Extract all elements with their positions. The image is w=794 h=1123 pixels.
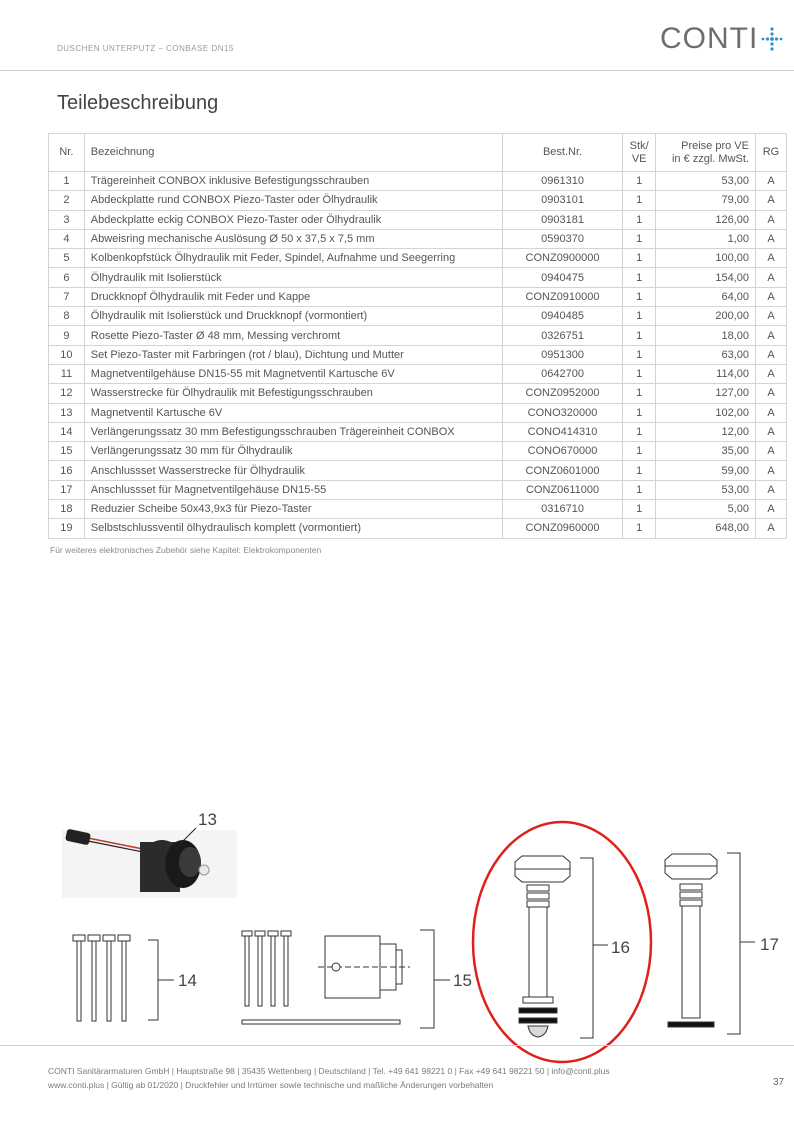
cell-stk: 1	[623, 384, 656, 403]
cell-nr: 9	[49, 326, 85, 345]
cell-nr: 7	[49, 287, 85, 306]
cell-stk: 1	[623, 500, 656, 519]
connection-set-water-line-illustration	[515, 856, 570, 1037]
page-number: 37	[773, 1077, 785, 1088]
cell-best-nr: 0940475	[502, 268, 622, 287]
cell-stk: 1	[623, 191, 656, 210]
cell-preis: 5,00	[656, 500, 756, 519]
table-row	[49, 422, 787, 441]
cell-best-nr: 0940485	[502, 307, 622, 326]
cell-rg: A	[755, 249, 786, 268]
cell-preis: 53,00	[656, 480, 756, 499]
cell-nr: 10	[49, 345, 85, 364]
cell-rg: A	[755, 210, 786, 229]
magnet-valve-cartridge-illustration	[62, 828, 237, 898]
cell-preis: 64,00	[656, 287, 756, 306]
cell-bezeichnung: Anschlussset für Magnetventilgehäuse DN15-55	[84, 480, 502, 499]
running-head: DUSCHEN UNTERPUTZ – CONBASE DN15	[57, 44, 234, 53]
cell-nr: 2	[49, 191, 85, 210]
parts-illustrations	[0, 780, 794, 1080]
cell-rg: A	[755, 384, 786, 403]
cell-rg: A	[755, 500, 786, 519]
cell-best-nr: CONZ0900000	[502, 249, 622, 268]
cell-bezeichnung: Abweisring mechanische Auslösung Ø 50 x 37,5 x 7,5 mm	[84, 229, 502, 248]
cell-stk: 1	[623, 268, 656, 287]
footer-validity-line: www.conti.plus | Gültig ab 01/2020 | Druckfehler und Irrtümer sowie technische und maßliche Änderungen vorbehalten	[48, 1080, 494, 1090]
header-bezeichnung: Bezeichnung	[84, 134, 502, 172]
callout-14-text: 14	[178, 971, 197, 990]
cell-stk: 1	[623, 326, 656, 345]
cell-nr: 11	[49, 364, 85, 383]
cell-stk: 1	[623, 287, 656, 306]
cell-preis: 59,00	[656, 461, 756, 480]
cell-preis: 18,00	[656, 326, 756, 345]
callout-13-text: 13	[198, 810, 217, 829]
cell-bezeichnung: Abdeckplatte rund CONBOX Piezo-Taster oder Ölhydraulik	[84, 191, 502, 210]
section-title: Teilebeschreibung	[57, 92, 219, 114]
cell-best-nr: CONZ0910000	[502, 287, 622, 306]
cell-rg: A	[755, 345, 786, 364]
cell-rg: A	[755, 403, 786, 422]
cell-best-nr: 0951300	[502, 345, 622, 364]
cell-stk: 1	[623, 307, 656, 326]
cell-best-nr: CONZ0960000	[502, 519, 622, 538]
table-row	[49, 191, 787, 210]
cell-bezeichnung: Kolbenkopfstück Ölhydraulik mit Feder, Spindel, Aufnahme und Seegerring	[84, 249, 502, 268]
cell-rg: A	[755, 287, 786, 306]
table-row	[49, 500, 787, 519]
callout-15-text: 15	[453, 971, 472, 990]
callout-16-text: 16	[611, 938, 630, 957]
cell-rg: A	[755, 519, 786, 538]
cell-preis: 154,00	[656, 268, 756, 287]
cell-best-nr: 0961310	[502, 172, 622, 191]
parts-table	[48, 133, 787, 539]
cell-bezeichnung: Verlängerungssatz 30 mm für Ölhydraulik	[84, 442, 502, 461]
table-row	[49, 480, 787, 499]
cell-nr: 17	[49, 480, 85, 499]
cell-nr: 14	[49, 422, 85, 441]
header-best-nr: Best.Nr.	[502, 134, 622, 172]
cell-nr: 13	[49, 403, 85, 422]
cell-bezeichnung: Wasserstrecke für Ölhydraulik mit Befestigungsschrauben	[84, 384, 502, 403]
cell-nr: 1	[49, 172, 85, 191]
cell-rg: A	[755, 422, 786, 441]
cell-bezeichnung: Ölhydraulik mit Isolierstück und Druckknopf (vormontiert)	[84, 307, 502, 326]
table-row	[49, 345, 787, 364]
cell-best-nr: CONZ0952000	[502, 384, 622, 403]
table-row	[49, 364, 787, 383]
cell-rg: A	[755, 229, 786, 248]
cell-preis: 35,00	[656, 442, 756, 461]
table-row	[49, 461, 787, 480]
header-stk-line1: Stk/	[629, 139, 649, 152]
table-row	[49, 442, 787, 461]
cell-bezeichnung: Abdeckplatte eckig CONBOX Piezo-Taster oder Ölhydraulik	[84, 210, 502, 229]
header-stk-line2: VE	[631, 152, 647, 165]
cell-nr: 12	[49, 384, 85, 403]
cell-bezeichnung: Set Piezo-Taster mit Farbringen (rot / blau), Dichtung und Mutter	[84, 345, 502, 364]
cell-best-nr: CONZ0601000	[502, 461, 622, 480]
footer-company-line: CONTI Sanitärarmaturen GmbH | Hauptstraße 98 | 35435 Wettenberg | Deutschland | Tel. +49 641 98221 0 | Fax +49 641 98221 50 | info@conti.plus	[48, 1066, 610, 1076]
cell-bezeichnung: Verlängerungssatz 30 mm Befestigungsschrauben Trägereinheit CONBOX	[84, 422, 502, 441]
table-row	[49, 403, 787, 422]
cell-best-nr: 0590370	[502, 229, 622, 248]
cell-preis: 12,00	[656, 422, 756, 441]
cell-preis: 126,00	[656, 210, 756, 229]
cell-bezeichnung: Druckknopf Ölhydraulik mit Feder und Kappe	[84, 287, 502, 306]
cell-stk: 1	[623, 249, 656, 268]
cell-rg: A	[755, 172, 786, 191]
cell-nr: 16	[49, 461, 85, 480]
header-divider	[0, 70, 794, 71]
cell-stk: 1	[623, 364, 656, 383]
cell-bezeichnung: Selbstschlussventil ölhydraulisch komplett (vormontiert)	[84, 519, 502, 538]
extension-screws-illustration	[73, 935, 130, 1021]
cell-stk: 1	[623, 461, 656, 480]
cell-best-nr: 0903101	[502, 191, 622, 210]
cell-preis: 100,00	[656, 249, 756, 268]
cell-nr: 3	[49, 210, 85, 229]
cell-stk: 1	[623, 403, 656, 422]
cell-preis: 53,00	[656, 172, 756, 191]
cell-rg: A	[755, 326, 786, 345]
footer-divider	[0, 1045, 794, 1046]
table-row	[49, 249, 787, 268]
cell-nr: 4	[49, 229, 85, 248]
table-row	[49, 268, 787, 287]
cell-stk: 1	[623, 229, 656, 248]
cell-bezeichnung: Reduzier Scheibe 50x43,9x3 für Piezo-Taster	[84, 500, 502, 519]
connection-set-magnet-valve-illustration	[665, 854, 717, 1027]
cell-preis: 102,00	[656, 403, 756, 422]
conti-logo	[660, 24, 783, 54]
cell-best-nr: 0326751	[502, 326, 622, 345]
cell-preis: 1,00	[656, 229, 756, 248]
cell-preis: 200,00	[656, 307, 756, 326]
cell-nr: 8	[49, 307, 85, 326]
cell-stk: 1	[623, 442, 656, 461]
cell-bezeichnung: Magnetventil Kartusche 6V	[84, 403, 502, 422]
cell-best-nr: 0903181	[502, 210, 622, 229]
cell-best-nr: CONZ0611000	[502, 480, 622, 499]
callout-17-text: 17	[760, 935, 779, 954]
cell-best-nr: 0642700	[502, 364, 622, 383]
cell-best-nr: CONO414310	[502, 422, 622, 441]
cell-rg: A	[755, 307, 786, 326]
cell-rg: A	[755, 268, 786, 287]
cell-best-nr: CONO670000	[502, 442, 622, 461]
cell-nr: 15	[49, 442, 85, 461]
extension-set-hydraulic-illustration	[242, 931, 410, 1024]
header-preis-line2: in € zzgl. MwSt.	[671, 152, 749, 165]
table-row	[49, 384, 787, 403]
cell-preis: 127,00	[656, 384, 756, 403]
cell-stk: 1	[623, 172, 656, 191]
cell-preis: 114,00	[656, 364, 756, 383]
table-header-row	[49, 134, 787, 172]
cell-bezeichnung: Ölhydraulik mit Isolierstück	[84, 268, 502, 287]
cell-rg: A	[755, 461, 786, 480]
plus-dots-icon	[761, 26, 783, 52]
header-rg: RG	[755, 134, 786, 172]
cell-bezeichnung: Magnetventilgehäuse DN15-55 mit Magnetventil Kartusche 6V	[84, 364, 502, 383]
cell-nr: 18	[49, 500, 85, 519]
cell-nr: 6	[49, 268, 85, 287]
table-row	[49, 326, 787, 345]
cell-rg: A	[755, 442, 786, 461]
table-row	[49, 307, 787, 326]
cell-stk: 1	[623, 422, 656, 441]
header-preis-line1: Preise pro VE	[681, 139, 749, 152]
header-stk-ve	[623, 134, 656, 172]
cell-stk: 1	[623, 480, 656, 499]
header-preis	[656, 134, 756, 172]
cell-bezeichnung: Anschlussset Wasserstrecke für Ölhydraulik	[84, 461, 502, 480]
cell-best-nr: CONO320000	[502, 403, 622, 422]
cell-rg: A	[755, 364, 786, 383]
cell-rg: A	[755, 191, 786, 210]
cell-nr: 19	[49, 519, 85, 538]
table-row	[49, 519, 787, 538]
cell-nr: 5	[49, 249, 85, 268]
cell-bezeichnung: Trägereinheit CONBOX inklusive Befestigungsschrauben	[84, 172, 502, 191]
cell-bezeichnung: Rosette Piezo-Taster Ø 48 mm, Messing verchromt	[84, 326, 502, 345]
cell-preis: 79,00	[656, 191, 756, 210]
cell-stk: 1	[623, 345, 656, 364]
cell-stk: 1	[623, 210, 656, 229]
logo-text: CONTI	[660, 22, 759, 55]
cell-preis: 63,00	[656, 345, 756, 364]
table-row	[49, 287, 787, 306]
cell-stk: 1	[623, 519, 656, 538]
cell-preis: 648,00	[656, 519, 756, 538]
header-nr: Nr.	[49, 134, 85, 172]
table-row	[49, 210, 787, 229]
table-row	[49, 229, 787, 248]
cell-best-nr: 0316710	[502, 500, 622, 519]
footnote: Für weiteres elektronisches Zubehör siehe Kapitel: Elektrokomponenten	[50, 545, 322, 555]
table-row	[49, 172, 787, 191]
cell-rg: A	[755, 480, 786, 499]
